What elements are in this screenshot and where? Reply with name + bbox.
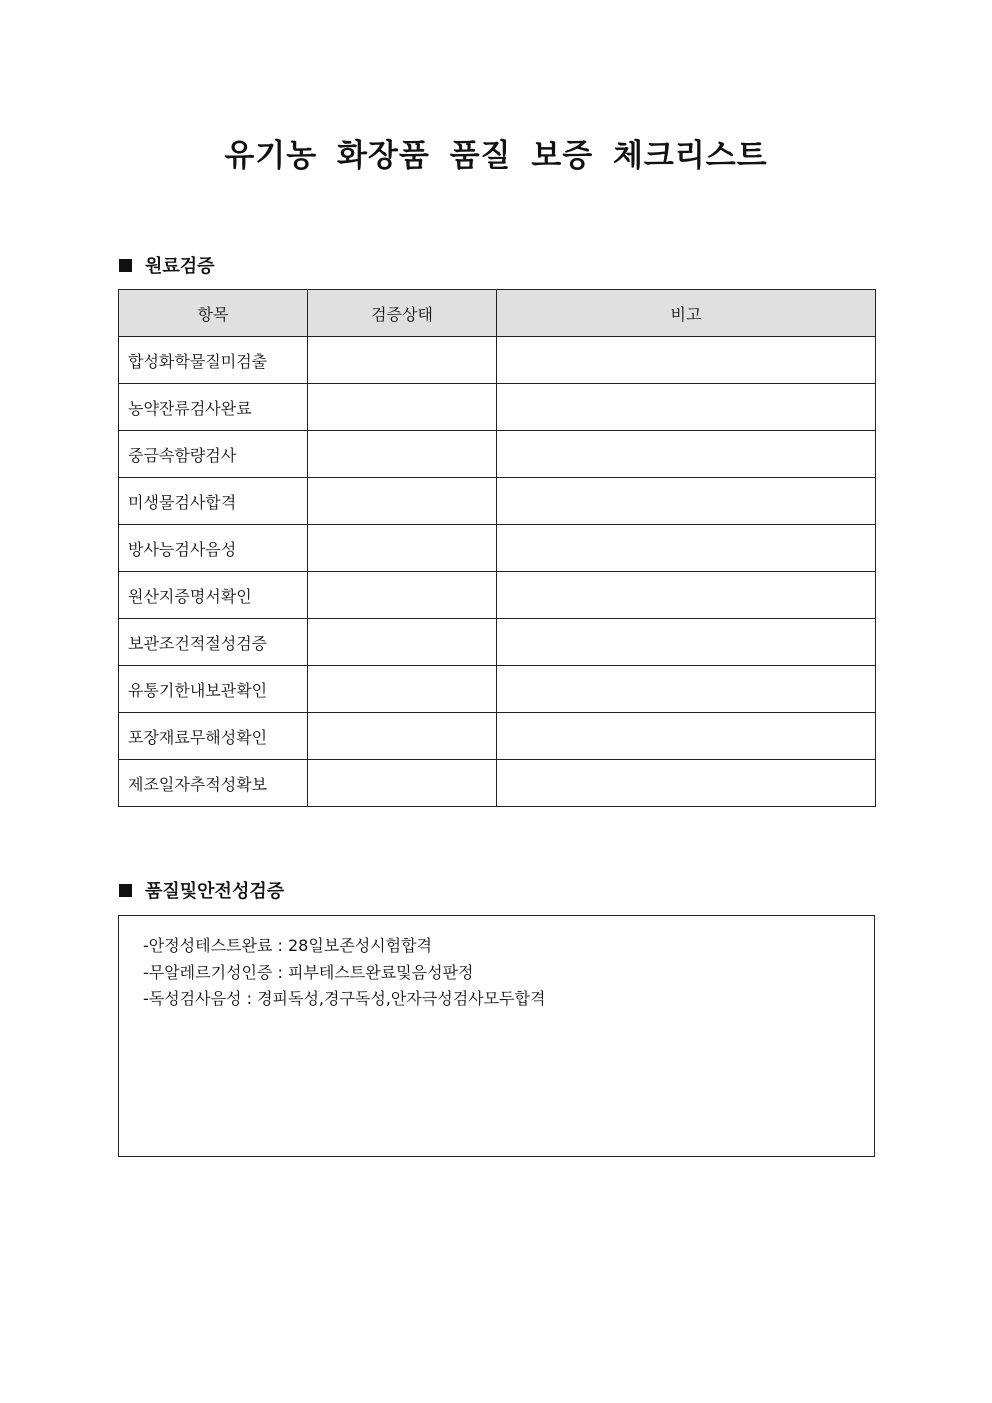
item-cell: 포장재료무해성확인: [119, 713, 308, 760]
item-cell: 원산지증명서확인: [119, 572, 308, 619]
list-item: -독성검사음성 : 경피독성,경구독성,안자극성검사모두합격: [143, 989, 546, 1008]
section-heading-label: 품질및안전성검증: [145, 881, 285, 902]
square-bullet-icon: [119, 259, 132, 272]
status-cell[interactable]: [308, 713, 497, 760]
status-cell[interactable]: [308, 572, 497, 619]
status-cell[interactable]: [308, 337, 497, 384]
quality-safety-notes-box: [118, 915, 875, 1157]
item-cell: 방사능검사음성: [119, 525, 308, 572]
table-header-row: [119, 290, 876, 337]
table-row: [119, 431, 876, 478]
item-cell: 제조일자추적성확보: [119, 760, 308, 807]
table-row: [119, 619, 876, 666]
note-cell[interactable]: [497, 431, 876, 478]
status-cell[interactable]: [308, 478, 497, 525]
table-row: [119, 384, 876, 431]
table-row: [119, 478, 876, 525]
note-cell[interactable]: [497, 713, 876, 760]
note-cell[interactable]: [497, 478, 876, 525]
status-cell[interactable]: [308, 619, 497, 666]
list-item: -안정성테스트완료 : 28일보존성시험합격: [143, 936, 432, 955]
column-header-note: 비고: [497, 290, 876, 337]
note-cell[interactable]: [497, 666, 876, 713]
note-cell[interactable]: [497, 384, 876, 431]
column-header-item: 항목: [119, 290, 308, 337]
section-heading-raw-material: [119, 253, 215, 277]
item-cell: 중금속함량검사: [119, 431, 308, 478]
status-cell[interactable]: [308, 760, 497, 807]
status-cell[interactable]: [308, 431, 497, 478]
table-row: [119, 525, 876, 572]
raw-material-checklist-table: [118, 289, 876, 807]
item-cell: 농약잔류검사완료: [119, 384, 308, 431]
column-header-status: 검증상태: [308, 290, 497, 337]
status-cell[interactable]: [308, 384, 497, 431]
section-heading-label: 원료검증: [145, 256, 215, 277]
note-cell[interactable]: [497, 525, 876, 572]
section-heading-quality-safety: [119, 878, 284, 902]
item-cell: 유통기한내보관확인: [119, 666, 308, 713]
document-title: 유기농 화장품 품질 보증 체크리스트: [224, 138, 768, 174]
item-cell: 합성화학물질미검출: [119, 337, 308, 384]
item-cell: 미생물검사합격: [119, 478, 308, 525]
table-row: [119, 713, 876, 760]
note-cell[interactable]: [497, 572, 876, 619]
table-row: [119, 572, 876, 619]
status-cell[interactable]: [308, 666, 497, 713]
table-row: [119, 666, 876, 713]
note-cell[interactable]: [497, 337, 876, 384]
square-bullet-icon: [119, 884, 132, 897]
notes-list: [143, 933, 545, 1013]
status-cell[interactable]: [308, 525, 497, 572]
note-cell[interactable]: [497, 760, 876, 807]
table-row: [119, 760, 876, 807]
table-row: [119, 337, 876, 384]
note-cell[interactable]: [497, 619, 876, 666]
item-cell: 보관조건적절성검증: [119, 619, 308, 666]
list-item: -무알레르기성인증 : 피부테스트완료및음성판정: [143, 962, 474, 982]
